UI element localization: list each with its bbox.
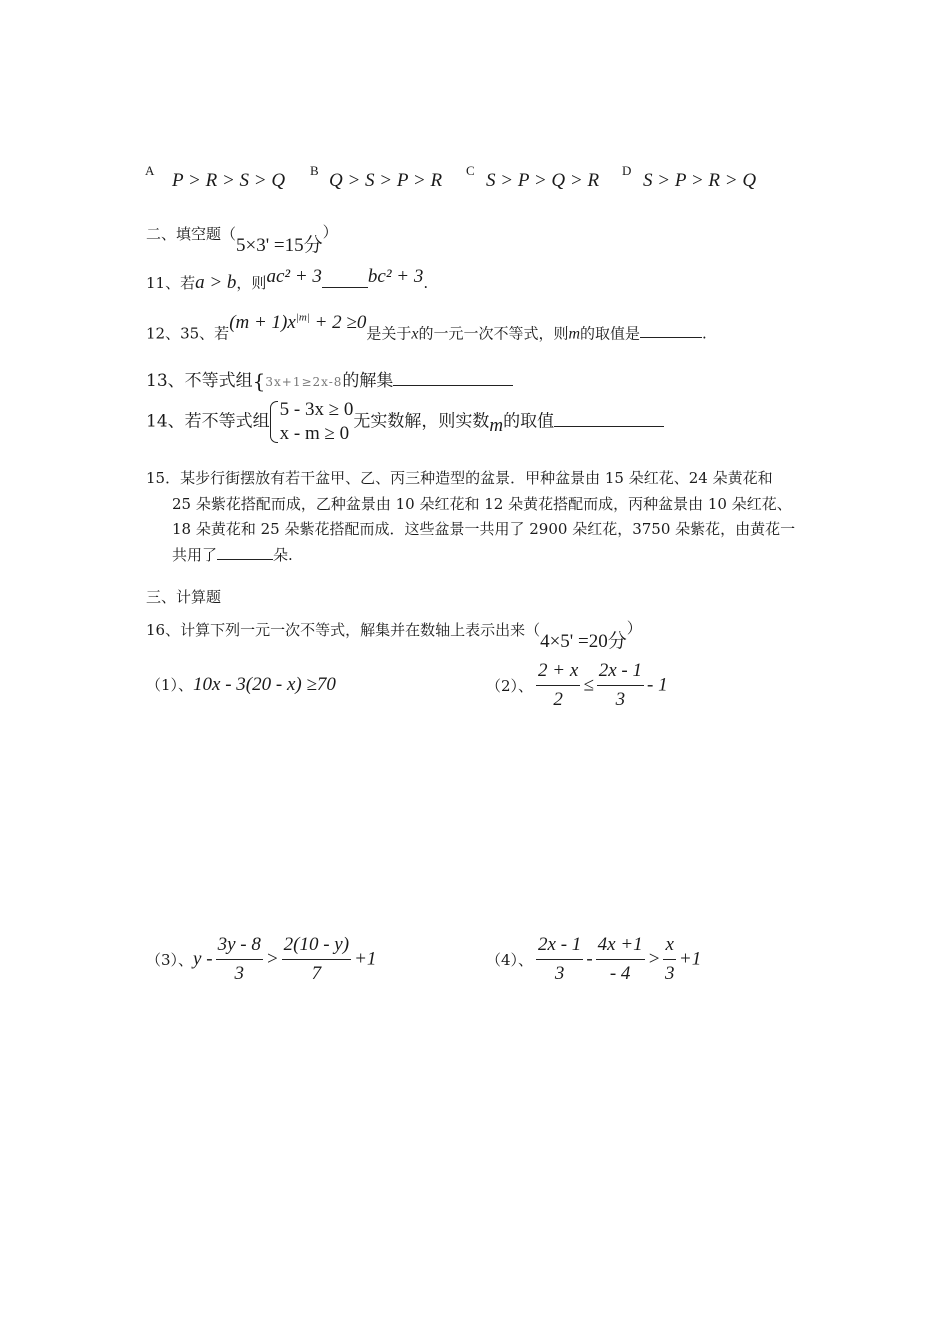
q16-score: 4×5' =20分 — [540, 631, 627, 652]
p4-operator-2: > — [647, 948, 661, 970]
q15-line-4-start: 共用了 — [172, 545, 218, 564]
option-c-expr: S > P > Q > R — [486, 170, 600, 191]
q11-answer-blank[interactable] — [322, 286, 368, 288]
p4-fraction-2 — [596, 934, 645, 985]
q11-prefix: 11、若 — [146, 274, 196, 292]
option-c-letter: C — [466, 163, 475, 178]
p4-numerator-1: 2x - 1 — [536, 934, 583, 960]
q14-system — [270, 398, 354, 446]
p2-denominator-1: 2 — [553, 689, 563, 710]
q11-end: . — [423, 274, 429, 292]
p3-lead: y - — [193, 948, 213, 970]
q12-expr-rest: + 2 ≥0 — [309, 312, 367, 334]
p3-tail: +1 — [354, 948, 377, 970]
p4-denominator-2: - 4 — [609, 963, 631, 984]
problem-2 — [486, 660, 668, 711]
p2-operator: ≤ — [583, 674, 594, 696]
p3-fraction-left — [216, 934, 263, 985]
problem-3 — [146, 934, 376, 985]
section-2-close: ） — [322, 223, 338, 241]
p3-numerator-2: 2(10 - y) — [282, 934, 351, 960]
option-a-letter: A — [145, 163, 155, 178]
question-16 — [146, 614, 642, 652]
q16-close: ） — [626, 619, 642, 637]
section-2-heading — [146, 218, 338, 256]
p1-label: （1）、 — [146, 676, 194, 694]
problem-1 — [146, 674, 336, 696]
section-2-score: 5×3' =15分 — [236, 235, 323, 256]
p2-numerator-2: 2x - 1 — [597, 660, 644, 686]
option-d-letter: D — [622, 163, 632, 178]
p3-denominator-2: 7 — [311, 963, 322, 984]
q11-left-expr: ac² + 3 — [266, 266, 322, 287]
p2-fraction-right — [597, 660, 644, 711]
option-d-expr: S > P > R > Q — [643, 170, 757, 191]
option-b-expr: Q > S > P > R — [329, 170, 443, 191]
question-14 — [146, 398, 664, 446]
q13-answer-blank[interactable] — [393, 384, 513, 386]
p2-tail: - 1 — [647, 674, 668, 696]
p3-numerator-1: 3y - 8 — [216, 934, 263, 960]
q12-prefix: 12、35、若 — [146, 324, 230, 343]
q13-prefix: 13、不等式组 — [146, 371, 253, 391]
p4-denominator-3: 3 — [664, 963, 675, 984]
p4-label: （4）、 — [486, 951, 534, 969]
p3-operator: > — [265, 948, 279, 970]
q16-text: 16、计算下列一元一次不等式，解集并在数轴上表示出来（ — [146, 621, 541, 639]
option-b-letter: B — [310, 163, 319, 178]
q15-line-4 — [146, 543, 816, 569]
q11-right-expr: bc² + 3 — [367, 266, 424, 287]
q15-answer-blank[interactable] — [217, 558, 273, 560]
q12-expression — [229, 312, 366, 333]
p2-denominator-2: 3 — [615, 689, 626, 710]
q11-condition: a > b — [195, 272, 237, 293]
p2-numerator-1: 2 + x — [536, 660, 580, 686]
option-a-expr: P > R > S > Q — [172, 170, 286, 191]
p4-tail: +1 — [678, 948, 702, 970]
q11-then: ，则 — [236, 274, 267, 292]
q12-end: . — [702, 324, 707, 343]
p3-label: （3）、 — [146, 951, 194, 969]
q14-row-2: x - m ≥ 0 — [279, 423, 350, 444]
question-15 — [146, 466, 816, 568]
q14-row-1: 5 - 3x ≥ 0 — [279, 399, 354, 420]
q14-prefix: 14、若不等式组 — [146, 411, 270, 432]
q12-text-2: 的一元一次不等式，则 — [418, 324, 569, 343]
q14-suffix: 的取值 — [503, 411, 555, 432]
section-3-heading: 三、计算题 — [146, 588, 222, 606]
p4-fraction-1 — [536, 934, 583, 985]
question-13 — [146, 366, 513, 393]
q12-var-m: m — [568, 325, 581, 343]
question-11 — [146, 266, 429, 294]
q12-exponent: |m| — [295, 312, 310, 324]
q14-answer-blank[interactable] — [554, 425, 664, 427]
p4-numerator-2: 4x +1 — [596, 934, 645, 960]
q12-text-3: 的取值是 — [580, 324, 641, 343]
p2-fraction-left — [536, 660, 580, 711]
q14-mid: 无实数解，则实数 — [353, 411, 490, 432]
q13-system: 3x+1≥2x-8 — [265, 375, 343, 389]
q12-var-x: x — [411, 325, 419, 343]
p4-fraction-3 — [663, 934, 675, 985]
q14-var-m: m — [489, 414, 504, 436]
q13-brace: { — [252, 369, 266, 393]
q15-line-2: 25 朵紫花搭配而成，乙种盆景由 10 朵红花和 12 朵黄花搭配而成，丙种盆景由 10 朵红花、 — [172, 494, 792, 513]
p3-fraction-right — [282, 934, 351, 985]
q12-expr-base: (m + 1)x — [229, 312, 296, 334]
q15-line-3: 18 朵黄花和 25 朵紫花搭配而成．这些盆景一共用了 2900 朵红花，3750 朵紫花，由黄花一 — [172, 520, 796, 538]
q12-text-1: 是关于 — [366, 324, 412, 343]
q15-line-1: 15．某步行街摆放有若干盆甲、乙、丙三种造型的盆景．甲种盆景由 15 朵红花、24 朵黄花和 — [146, 469, 773, 487]
q12-answer-blank[interactable] — [640, 336, 702, 338]
question-12 — [146, 312, 707, 344]
p1-expr: 10x - 3(20 - x) ≥70 — [193, 674, 336, 695]
q15-line-4-end: 朵. — [273, 545, 293, 564]
p4-numerator-3: x — [663, 934, 675, 960]
p4-operator-1: - — [586, 948, 593, 970]
p3-denominator-1: 3 — [234, 963, 244, 984]
section-2-title: 二、填空题（ — [146, 225, 237, 243]
p2-label: （2）、 — [486, 677, 534, 695]
p4-denominator-1: 3 — [554, 963, 565, 984]
problem-4 — [486, 934, 701, 985]
q13-suffix: 的解集 — [342, 371, 394, 391]
